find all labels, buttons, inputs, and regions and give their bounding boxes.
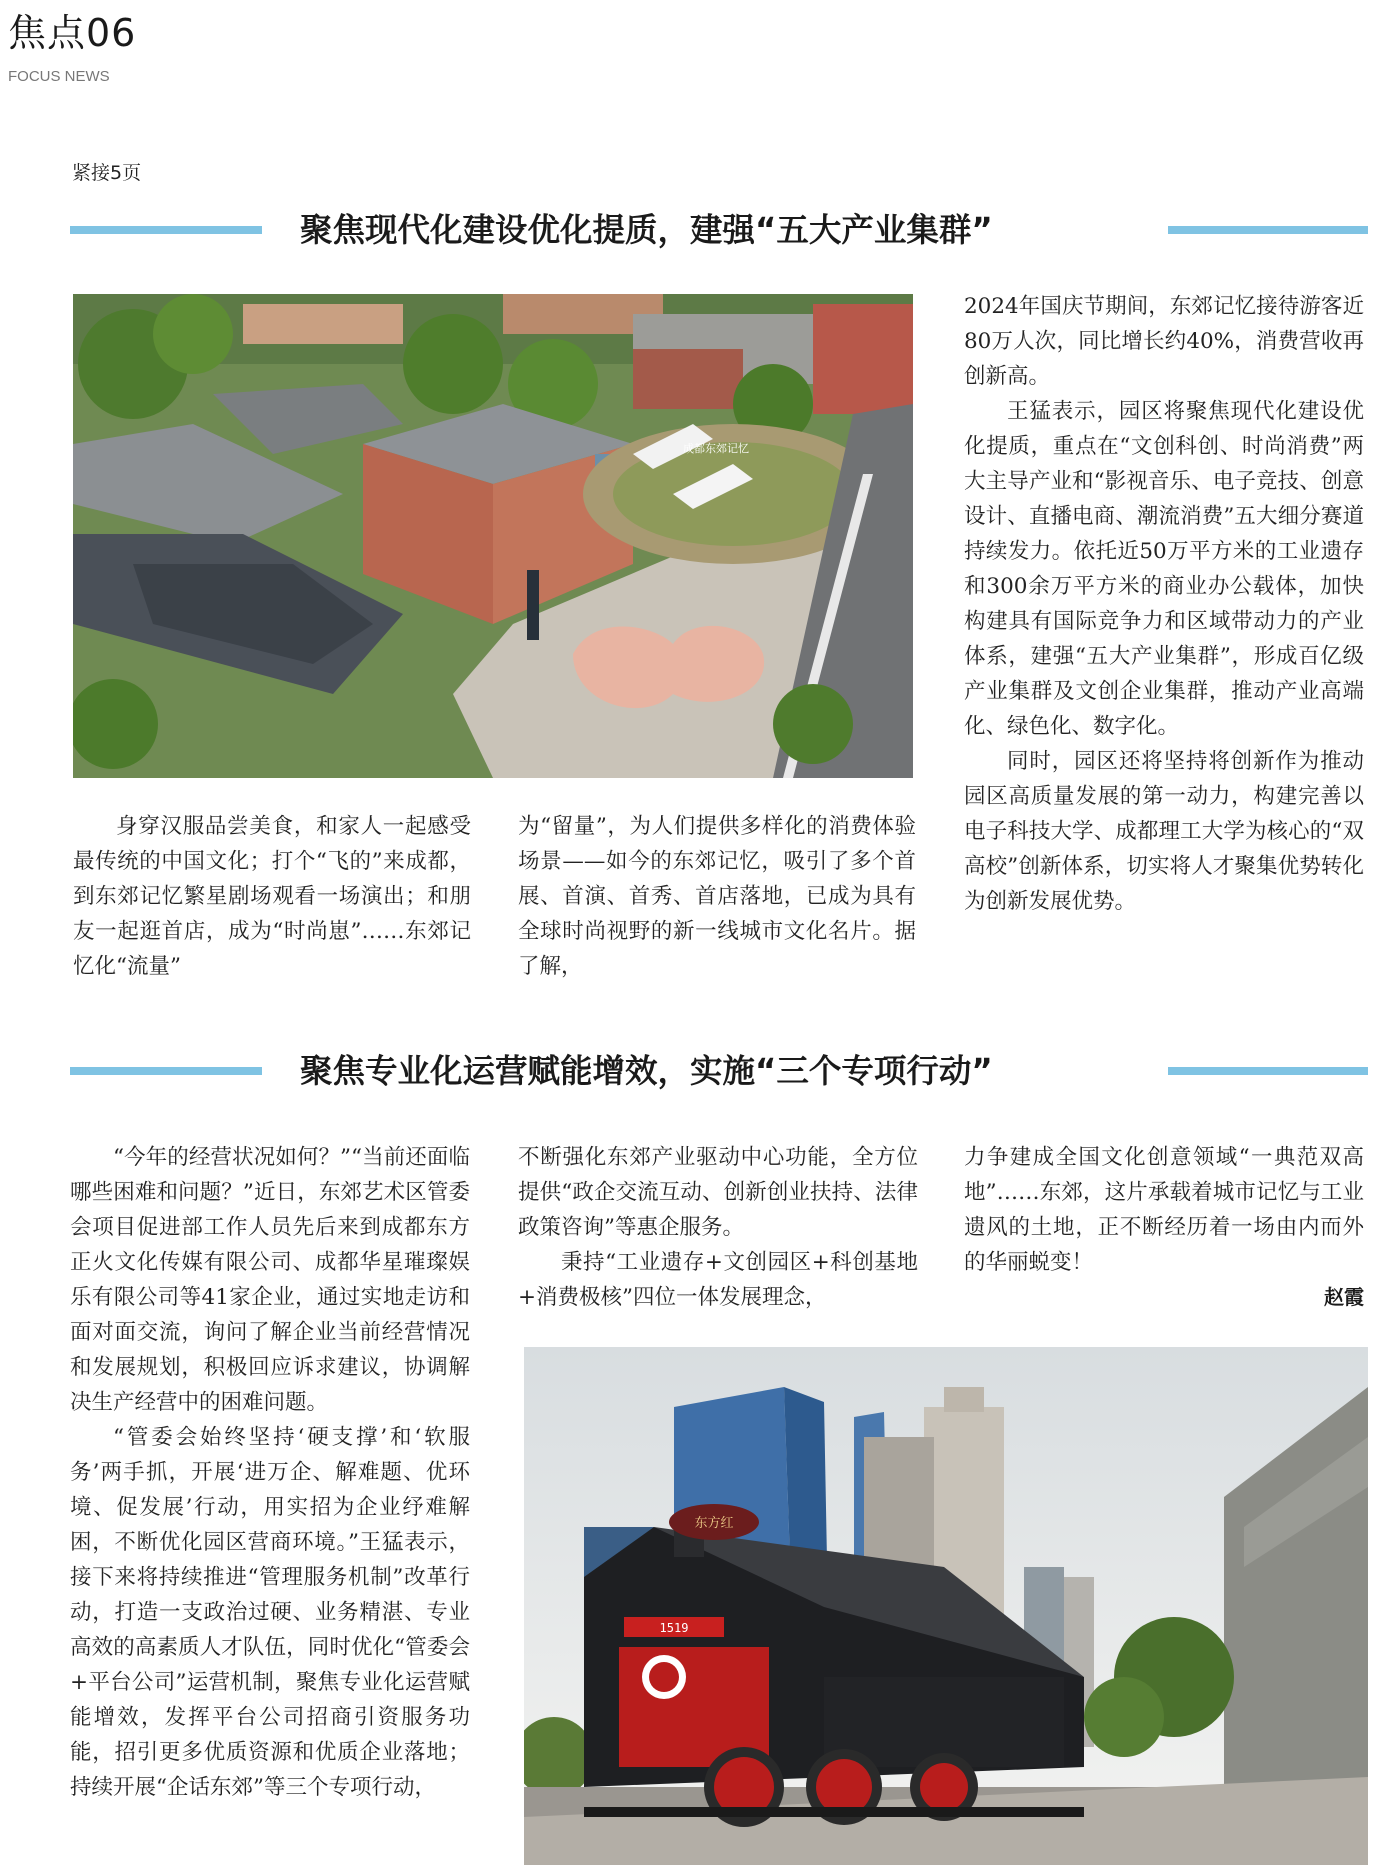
locomotive-nameplate: 东方红 (694, 1516, 734, 1531)
paragraph: 身穿汉服品尝美食，和家人一起感受最传统的中国文化；打个“飞的”来成都，到东郊记忆繁星剧场观看一场演出；和朋友一起逛首店，成为“时尚崽”……东郊记忆化“流量” (73, 814, 471, 979)
section1-column-3 (964, 289, 1364, 919)
aerial-sign-text: 成都东郊记忆 (683, 442, 749, 455)
paragraph: 力争建成全国文化创意领域“一典范双高地”……东郊，这片承载着城市记忆与工业遗风的土地，正不断经历着一场由内而外的华丽蜕变！ (964, 1145, 1364, 1275)
paragraph: 同时，园区还将坚持将创新作为推动园区高质量发展的第一动力，构建完善以电子科技大学、成都理工大学为核心的“双高校”创新体系，切实将人才聚集优势转化为创新发展优势。 (964, 749, 1364, 914)
paragraph: “今年的经营状况如何？”“当前还面临哪些困难和问题？”近日，东郊艺术区管委会项目促进部工作人员先后来到成都东方正火文化传媒有限公司、成都华星璀璨娱乐有限公司等41家企业，通过实地走访和面对面交流，询问了解企业当前经营情况和发展规划，积极回应诉求建议，协调解决生产经营中的困难问题。 (70, 1145, 470, 1415)
locomotive-number: 1519 (659, 1621, 689, 1635)
continued-from-note: 紧接5页 (72, 162, 142, 184)
paragraph: 为“留量”，为人们提供多样化的消费体验场景——如今的东郊记忆，吸引了多个首展、首演、首秀、首店落地，已成为具有全球时尚视野的新一线城市文化名片。据了解， (518, 814, 916, 979)
aerial-park-photo (73, 294, 913, 778)
headline-rule-left (70, 226, 262, 234)
section1-headline: 聚焦现代化建设优化提质，建强“五大产业集群” (300, 211, 993, 249)
headline-rule-left (70, 1067, 262, 1075)
headline-rule-right (1168, 1067, 1368, 1075)
section1-column-1 (73, 809, 471, 984)
section-subtitle: FOCUS NEWS (8, 68, 110, 85)
section2-column-2 (518, 1140, 918, 1315)
headline-rule-right (1168, 226, 1368, 234)
paragraph: 不断强化东郊产业驱动中心功能，全方位提供“政企交流互动、创新创业扶持、法律政策咨询”等惠企服务。 (518, 1145, 918, 1240)
author-byline: 赵霞 (1324, 1285, 1364, 1309)
section2-headline: 聚焦专业化运营赋能增效，实施“三个专项行动” (300, 1052, 993, 1090)
locomotive-photo (524, 1347, 1368, 1865)
paragraph: 2024年国庆节期间，东郊记忆接待游客近80万人次，同比增长约40%，消费营收再创新高。 (964, 294, 1364, 389)
section-title: 焦点06 (8, 11, 137, 55)
section2-column-3 (964, 1140, 1364, 1280)
section1-column-2 (518, 809, 916, 984)
paragraph: 王猛表示，园区将聚焦现代化建设优化提质，重点在“文创科创、时尚消费”两大主导产业和“影视音乐、电子竞技、创意设计、直播电商、潮流消费”五大细分赛道持续发力。依托近50万平方米的工业遗存和300余万平方米的商业办公载体，加快构建具有国际竞争力和区域带动力的产业体系，建强“五大产业集群”，形成百亿级产业集群及文创企业集群，推动产业高端化、绿色化、数字化。 (964, 399, 1364, 739)
paragraph: 秉持“工业遗存+文创园区+科创基地+消费极核”四位一体发展理念， (518, 1250, 918, 1310)
paragraph: “管委会始终坚持‘硬支撑’和‘软服务’两手抓，开展‘进万企、解难题、优环境、促发展’行动，用实招为企业纾难解困，不断优化园区营商环境。”王猛表示，接下来将持续推进“管理服务机制”改革行动，打造一支政治过硬、业务精湛、专业高效的高素质人才队伍，同时优化“管委会+平台公司”运营机制，聚焦专业化运营赋能增效，发挥平台公司招商引资服务功能，招引更多优质资源和优质企业落地；持续开展“企话东郊”等三个专项行动， (70, 1425, 470, 1800)
section2-column-1 (70, 1140, 470, 1805)
